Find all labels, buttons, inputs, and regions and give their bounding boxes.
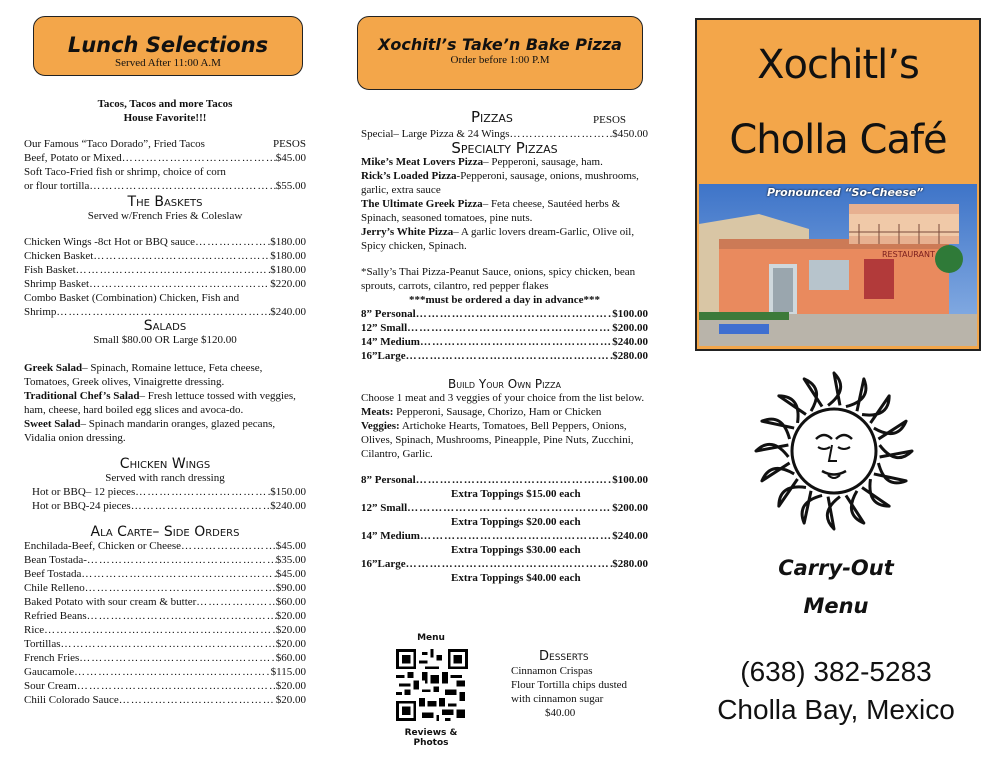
- rick-pizza: Rick’s Loaded Pizza-Pepperoni, sausage, onions, mushrooms, garlic, extra sauce: [361, 170, 639, 196]
- menu-line: Special– Large Pizza & 24 Wings ……………………………………………………………………………………………………………………………… $450.00: [361, 127, 648, 141]
- pizza-banner-title: Xochitl’s Take’n Bake Pizza: [378, 35, 622, 54]
- sides-title: Ala Carte– Side Orders: [90, 524, 240, 540]
- item-name: 16”Large: [361, 558, 406, 570]
- item-price: $150.00: [270, 486, 306, 498]
- sun-ray: [762, 463, 794, 481]
- baskets-list: [24, 235, 306, 291]
- item-name: Baked Potato with sour cream & butter: [24, 596, 197, 608]
- sides-list: [24, 539, 306, 707]
- sun-icon: [749, 366, 919, 536]
- menu-line: [24, 595, 306, 609]
- item-price: $100.00: [612, 308, 648, 320]
- menu-line: [24, 235, 306, 249]
- menu-line: or flour tortilla ……………………………………………………………………………………………………………………………… $55.00: [24, 179, 306, 193]
- item-name: 8” Personal: [361, 308, 416, 320]
- item-price: $20.00: [275, 680, 306, 692]
- sun-ray: [779, 479, 806, 506]
- menu-line: [24, 263, 306, 277]
- item-name: 14” Medium: [361, 336, 420, 348]
- menu-line: [361, 321, 648, 335]
- sun-ray: [874, 463, 906, 483]
- restaurant-sign: RESTAURANT: [882, 250, 935, 259]
- pizzas-title: Pizzas: [471, 108, 513, 126]
- item-price: $240.00: [612, 530, 648, 542]
- phone-number[interactable]: (638) 382-5283: [740, 656, 932, 687]
- sun-ray: [802, 491, 822, 523]
- sun-ray: [874, 421, 906, 439]
- qr-menu-label: Menu: [417, 633, 445, 643]
- pizza-banner-subtitle: Order before 1:00 P.M: [450, 54, 550, 66]
- menu-line: [24, 637, 306, 651]
- menu-label: Menu: [803, 594, 869, 618]
- desserts-line: with cinnamon sugar: [511, 693, 604, 705]
- salads-subtitle: Small $80.00 OR Large $120.00: [93, 334, 237, 346]
- item-name: Tortillas: [24, 638, 61, 650]
- menu-line: [32, 499, 306, 513]
- qr-reviews-label: Reviews & Photos: [404, 728, 458, 748]
- item-name: Chicken Basket: [24, 250, 94, 262]
- restaurant-name: Xochitl’s: [757, 42, 919, 88]
- item-price: $180.00: [270, 250, 306, 262]
- mike-pizza: Mike’s Meat Lovers Pizza– Pepperoni, sausage, ham.: [361, 156, 603, 168]
- byo-desc: Choose 1 meat and 3 veggies of your choice from the list below.: [361, 392, 645, 404]
- menu-line: [24, 609, 306, 623]
- sun-ray: [846, 491, 864, 523]
- desserts-price: $40.00: [545, 707, 576, 719]
- baskets-title: The Baskets: [127, 194, 203, 210]
- item-name: 12” Small: [361, 322, 408, 334]
- salads-title: Salads: [143, 318, 187, 334]
- pronounced-text: Pronounced “So-Cheese”: [767, 186, 924, 199]
- item-name: Gaucamole: [24, 666, 75, 678]
- item-price: $200.00: [612, 322, 648, 334]
- item-name: Enchilada-Beef, Chicken or Cheese: [24, 540, 181, 552]
- wings-subtitle: Served with ranch dressing: [105, 472, 225, 484]
- item-price: $60.00: [275, 652, 306, 664]
- restaurant-name-2: Cholla Café: [729, 117, 947, 163]
- item-price: $200.00: [612, 502, 648, 514]
- menu-line: Beef, Potato or Mixed ……………………………………………………………………………………………………………………………… $45.00: [24, 151, 306, 165]
- item-name: French Fries: [24, 652, 80, 664]
- item-name: Chili Colorado Sauce: [24, 694, 119, 706]
- menu-line: [24, 553, 306, 567]
- menu-line: [361, 349, 648, 363]
- item-name: Refried Beans: [24, 610, 87, 622]
- menu-line: [361, 335, 648, 349]
- wings-title: Chicken Wings: [119, 456, 211, 472]
- soft-taco: Soft Taco-Fried fish or shrimp, choice of corn: [24, 166, 226, 178]
- menu-line: Shrimp ……………………………………………………………………………………………………………………………… $240.00: [24, 305, 306, 319]
- baskets-subtitle: Served w/French Fries & Coleslaw: [87, 210, 243, 222]
- menu-line: [361, 529, 648, 543]
- extra-toppings: Extra Toppings $20.00 each: [451, 516, 581, 528]
- lunch-banner: [33, 16, 303, 76]
- lunch-title: Lunch Selections: [67, 33, 269, 57]
- item-name: Beef Tostada: [24, 568, 82, 580]
- item-price: $280.00: [612, 350, 648, 362]
- desserts-title: Desserts: [539, 649, 589, 664]
- item-name: Chicken Wings -8ct Hot or BBQ sauce: [24, 236, 196, 248]
- menu-line: [24, 539, 306, 553]
- item-name: Fish Basket: [24, 264, 76, 276]
- sun-ray: [762, 419, 794, 439]
- menu-line: [24, 665, 306, 679]
- restaurant-photo: [699, 184, 977, 346]
- item-price: $240.00: [612, 336, 648, 348]
- menu-line: [24, 567, 306, 581]
- menu-line: [361, 557, 648, 571]
- menu-line: [24, 693, 306, 707]
- item-name: 16”Large: [361, 350, 406, 362]
- item-price: $220.00: [270, 278, 306, 290]
- item-price: $20.00: [275, 638, 306, 650]
- item-price: $45.00: [275, 568, 306, 580]
- wings-list: [24, 485, 306, 513]
- pizza-banner: [357, 16, 643, 90]
- extra-toppings: Extra Toppings $15.00 each: [451, 488, 581, 500]
- item-name: Bean Tostada-: [24, 554, 87, 566]
- location: Cholla Bay, Mexico: [717, 694, 955, 725]
- pesos-label: PESOS: [593, 114, 627, 126]
- veggies: Veggies: Artichoke Hearts, Tomatoes, Bell Peppers, Onions, Olives, Spinach, Mushrooms, Pineapple, Pine Nuts, Zucchini, Cilantro, Garlic.: [361, 420, 634, 460]
- chef-salad: Traditional Chef’s Salad– Fresh lettuce tossed with veggies, ham, cheese, hard boiled egg slices and avoca-do.: [24, 390, 296, 416]
- byo-title: Build Your Own Pizza: [448, 377, 561, 391]
- advance-note: ***must be ordered a day in advance***: [408, 294, 601, 306]
- menu-line: [24, 249, 306, 263]
- pesos-label: PESOS: [272, 138, 306, 150]
- item-name: 12” Small: [361, 502, 408, 514]
- menu-line: [361, 501, 648, 515]
- item-name: Shrimp Basket: [24, 278, 90, 290]
- item-price: $20.00: [275, 694, 306, 706]
- sun-ray: [827, 497, 840, 529]
- greek-pizza: The Ultimate Greek Pizza– Feta cheese, Sautéed herbs & Spinach, seasoned tomatoes, pine nuts.: [361, 198, 621, 224]
- sun-ray: [756, 444, 788, 457]
- lunch-subtitle: Served After 11:00 A.M: [115, 57, 221, 69]
- greek-salad: Greek Salad– Spinach, Romaine lettuce, Feta cheese, Tomatoes, Greek olives, Vinaigrette dressing.: [24, 362, 263, 388]
- item-price: $280.00: [612, 558, 648, 570]
- item-price: $20.00: [275, 624, 306, 636]
- item-price: $20.00: [275, 610, 306, 622]
- menu-line: [24, 679, 306, 693]
- item-price: $100.00: [612, 474, 648, 486]
- sun-ray: [862, 396, 889, 423]
- sun-ray: [880, 445, 912, 458]
- item-name: Hot or BBQ– 12 pieces: [32, 486, 136, 498]
- sun-ray: [804, 379, 822, 411]
- sun-ray: [779, 396, 806, 423]
- taco-dorado: Our Famous “Taco Dorado”, Fried Tacos: [24, 138, 205, 150]
- sally-pizza: *Sally’s Thai Pizza-Peanut Sauce, onions, spicy chicken, bean sprouts, carrots, cilantro, red pepper flakes: [361, 266, 636, 292]
- carry-out: Carry-Out: [778, 556, 894, 580]
- menu-line: [24, 581, 306, 595]
- desserts-block: [511, 650, 651, 720]
- sweet-salad: Sweet Salad– Spinach mandarin oranges, glazed pecans, Vidalia onion dressing.: [24, 418, 276, 444]
- item-price: $45.00: [275, 540, 306, 552]
- desserts-line: Flour Tortilla chips dusted: [511, 679, 628, 691]
- qr-block: [386, 633, 476, 748]
- house-favorite: House Favorite!!!: [123, 112, 207, 124]
- menu-line: [24, 623, 306, 637]
- sun-ray: [828, 373, 841, 405]
- menu-line: [361, 307, 648, 321]
- combo-basket: Combo Basket (Combination) Chicken, Fish and: [24, 292, 240, 304]
- item-name: Rice: [24, 624, 45, 636]
- menu-line: [32, 485, 306, 499]
- sun-ray: [846, 379, 866, 411]
- item-name: Sour Cream: [24, 680, 77, 692]
- item-price: $35.00: [275, 554, 306, 566]
- item-price: $180.00: [270, 264, 306, 276]
- jerry-pizza: Jerry’s White Pizza– A garlic lovers dream-Garlic, Olive oil, Spicy chicken, Spinach.: [361, 226, 635, 252]
- extra-toppings: Extra Toppings $40.00 each: [451, 572, 581, 584]
- item-name: Hot or BBQ-24 pieces: [32, 500, 131, 512]
- menu-line: [24, 651, 306, 665]
- meats: Meats: Pepperoni, Sausage, Chorizo, Ham or Chicken: [361, 406, 602, 418]
- item-price: $60.00: [275, 596, 306, 608]
- sun-ray: [862, 479, 889, 506]
- pizza-sizes: [361, 307, 648, 363]
- qr-code[interactable]: [396, 649, 468, 721]
- extra-toppings: Extra Toppings $30.00 each: [451, 544, 581, 556]
- cover-box: [695, 18, 981, 351]
- item-price: $180.00: [270, 236, 306, 248]
- item-price: $90.00: [275, 582, 306, 594]
- item-name: 8” Personal: [361, 474, 416, 486]
- item-price: $240.00: [270, 500, 306, 512]
- item-name: 14” Medium: [361, 530, 420, 542]
- menu-line: [361, 473, 648, 487]
- menu-line: [24, 277, 306, 291]
- specialty-title: Specialty Pizzas: [451, 139, 558, 157]
- desserts-line: Cinnamon Crispas: [511, 665, 593, 677]
- byo-sizes: [361, 473, 648, 585]
- item-name: Chile Relleno: [24, 582, 85, 594]
- item-price: $115.00: [270, 666, 306, 678]
- tacos-heading: Tacos, Tacos and more Tacos: [97, 98, 233, 110]
